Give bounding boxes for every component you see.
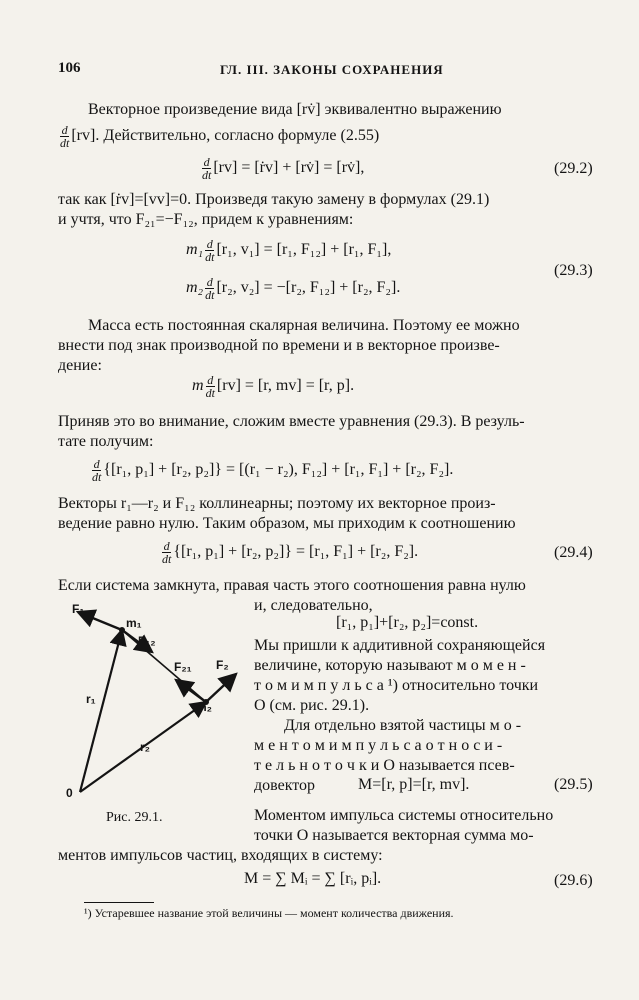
paragraph-line: Мы пришли к аддитивной сохраняющейся: [254, 637, 546, 654]
paragraph-line: величине, которую называют м о м е н -: [254, 657, 526, 674]
paragraph-line: $\frac{d}{dt}$ [rv]. Действительно, согласно формуле (2.55): [60, 123, 380, 150]
paragraph-line: тате получим:: [58, 433, 154, 450]
paragraph-line: внести под знак производной по времени и в векторное произве-: [58, 337, 500, 354]
figure-label-f2: F₂: [216, 658, 229, 672]
paragraph-line: Моментом импульса системы относительно: [254, 807, 554, 824]
equation-sum: $\frac{d}{dt}$ {[r₁, p₁] + [r₂, p₂]} = [(r₁ − r₂), F₁₂] + [r₁, F₁] + [r₂, F₂].: [92, 457, 454, 484]
footnote: ¹) Устаревшее название этой величины — момент количества движения.: [84, 906, 454, 920]
equation-number: (29.3): [554, 262, 593, 279]
equation-29-5: M=[r, p]=[r, mv].: [358, 776, 470, 793]
paragraph-line: O (см. рис. 29.1).: [254, 697, 370, 714]
figure-label-m1: m₁: [126, 616, 142, 630]
paragraph-line: ведение равно нулю. Таким образом, мы приходим к соотношению: [58, 515, 516, 532]
paragraph-line: Если система замкнута, правая часть этого соотношения равна нулю: [58, 577, 526, 594]
running-title: ГЛ. III. ЗАКОНЫ СОХРАНЕНИЯ: [220, 62, 444, 77]
paragraph-line: Масса есть постоянная скалярная величина. Поэтому ее можно: [88, 317, 520, 334]
derivative-fraction: $\frac{d}{dt}$: [60, 123, 70, 150]
paragraph-line: т е л ь н о т о ч к и O называется псев-: [254, 757, 515, 774]
equation-29-4: $\frac{d}{dt}$ {[r₁, p₁] + [r₂, p₂]} = [r₁, F₁] + [r₂, F₂].: [162, 539, 419, 566]
equation-29-3b: m₂ $\frac{d}{dt}$ [r₂, v₂] = −[r₂, F₁₂] + [r₂, F₂].: [186, 275, 401, 302]
equation-number: (29.2): [554, 160, 593, 177]
paragraph-line: довектор: [254, 777, 316, 794]
figure-label-f12: F₁₂: [138, 634, 156, 648]
paragraph-line: и, следовательно,: [254, 597, 373, 614]
paragraph-line: м е н т о м и м п у л ь с а о т н о с и -: [254, 737, 503, 754]
figure-label-m2: m₂: [196, 700, 213, 714]
equation-number: (29.4): [554, 544, 593, 561]
equation-number: (29.6): [554, 872, 593, 889]
paragraph-line: дение:: [58, 357, 102, 374]
paragraph-line: и учтя, что F₂₁=−F₁₂, придем к уравнениям:: [58, 211, 354, 228]
paragraph-line: Для отдельно взятой частицы м о -: [284, 717, 522, 734]
figure-label-origin: 0: [66, 786, 73, 800]
paragraph-line: Векторное произведение вида [rv̇] эквивалентно выражению: [88, 101, 502, 118]
paragraph-line: Векторы r₁—r₂ и F₁₂ коллинеарны; поэтому их векторное произ-: [58, 495, 496, 512]
paragraph-line: точки O называется векторная сумма мо-: [254, 827, 534, 844]
paragraph-line: Приняв это во внимание, сложим вместе уравнения (29.3). В резуль-: [58, 413, 525, 430]
equation-number: (29.5): [554, 776, 593, 793]
equation-29-3a: m₁ $\frac{d}{dt}$ [r₁, v₁] = [r₁, F₁₂] + [r₁, F₁],: [186, 237, 392, 264]
equation-29-6: M = ∑ Mᵢ = ∑ [rᵢ, pᵢ].: [244, 870, 382, 887]
figure-label-f1: F₁: [72, 602, 85, 616]
equation-const: [r₁, p₁]+[r₂, p₂]=const.: [336, 614, 479, 631]
figure-label-r1: r₁: [86, 692, 96, 706]
figure-caption: Рис. 29.1.: [106, 810, 163, 825]
page-number: 106: [58, 60, 81, 76]
paragraph-line: ментов импульсов частиц, входящих в систему:: [58, 847, 383, 864]
equation-mass: m $\frac{d}{dt}$ [rv] = [r, mv] = [r, p].: [192, 373, 355, 400]
figure-label-r2: r₂: [140, 740, 151, 754]
figure-label-f21: F₂₁: [174, 660, 192, 674]
paragraph-line: так как [ṙv]=[vv]=0. Произведя такую замену в формулах (29.1): [58, 191, 490, 208]
equation-29-2: $\frac{d}{dt}$ [rv] = [ṙv] + [rv̇] = [rv̇],: [202, 155, 365, 182]
footnote-rule: [84, 902, 154, 903]
paragraph-line: т о м и м п у л ь с а ¹) относительно точки: [254, 677, 539, 694]
